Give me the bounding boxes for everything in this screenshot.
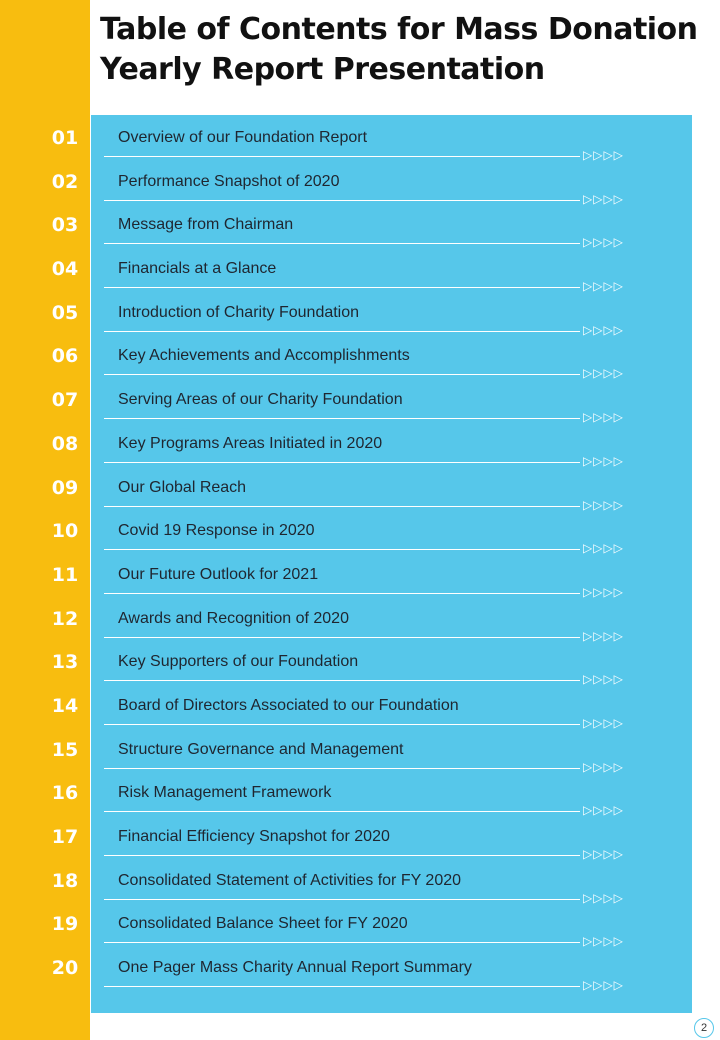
toc-item[interactable] [0,250,720,294]
toc-item[interactable] [0,862,720,906]
toc-item-number: 09 [51,476,79,499]
toc-item-label: Our Global Reach [118,478,247,496]
toc-item-divider [104,200,580,201]
toc-item-label: Financial Efficiency Snapshot for 2020 [118,828,390,845]
toc-item[interactable] [0,643,720,687]
toc-item-divider [104,768,580,769]
toc-item-label: Board of Directors Associated to our Foundation [118,696,459,714]
arrow-icon: ▷▷▷▷ [583,148,624,162]
toc-item[interactable] [0,731,720,775]
toc-item-number: 02 [51,170,79,193]
toc-item-number: 12 [51,607,79,630]
arrow-icon: ▷▷▷▷ [583,541,624,556]
toc-item[interactable] [0,206,720,250]
toc-list [0,119,720,993]
arrow-icon: ▷▷▷▷ [583,934,624,949]
arrow-icon: ▷▷▷▷ [583,978,624,993]
toc-item[interactable] [0,774,720,818]
arrow-icon: ▷▷▷▷ [583,279,624,294]
toc-item-divider [104,462,580,463]
toc-item-number: 07 [51,389,79,412]
toc-item-number: 15 [51,738,79,761]
toc-item-divider [104,549,580,550]
toc-item-number: 08 [51,432,79,455]
arrow-icon: ▷▷▷▷ [583,322,624,337]
toc-item-label: Key Supporters of our Foundation [118,653,359,671]
toc-item-number: 19 [51,913,79,936]
arrow-icon: ▷▷▷▷ [583,847,624,861]
toc-item[interactable] [0,119,720,163]
toc-item-label: Risk Management Framework [118,784,332,802]
toc-item-number: 16 [51,782,79,805]
page-number: 2 [694,1018,714,1038]
toc-item-number: 05 [51,301,79,324]
toc-item[interactable] [0,949,720,993]
toc-item-label: Awards and Recognition of 2020 [118,609,349,627]
toc-item-number: 17 [51,826,79,848]
toc-item-divider [104,331,580,332]
toc-item[interactable] [0,905,720,949]
toc-item-divider [104,680,580,681]
toc-item-label: Structure Governance and Management [118,740,404,758]
toc-item-number: 01 [51,127,79,149]
toc-item-divider [104,374,580,375]
toc-item-label: One Pager Mass Charity Annual Report Summary [118,959,472,977]
toc-item-number: 04 [51,258,79,281]
toc-item-label: Message from Chairman [118,216,294,234]
toc-item-label: Overview of our Foundation Report [118,129,368,146]
arrow-icon: ▷▷▷▷ [583,584,624,599]
arrow-icon: ▷▷▷▷ [583,191,624,206]
toc-item-divider [104,506,580,507]
toc-item-number: 06 [51,345,79,368]
arrow-icon: ▷▷▷▷ [583,410,624,425]
toc-item[interactable] [0,294,720,338]
arrow-icon: ▷▷▷▷ [583,890,624,905]
toc-item-divider [104,899,580,900]
toc-item-divider [104,986,580,987]
toc-item[interactable] [0,600,720,644]
toc-item-divider [104,855,580,856]
toc-item[interactable] [0,381,720,425]
arrow-icon: ▷▷▷▷ [583,715,624,730]
toc-item-divider [104,243,580,244]
arrow-icon: ▷▷▷▷ [583,453,624,468]
toc-item[interactable] [0,337,720,381]
toc-item-divider [104,287,580,288]
toc-item-label: Consolidated Balance Sheet for FY 2020 [118,915,408,933]
toc-item-divider [104,637,580,638]
toc-item-divider [104,593,580,594]
toc-item-label: Covid 19 Response in 2020 [118,522,315,540]
toc-item[interactable] [0,163,720,207]
toc-item-divider [104,418,580,419]
toc-item-number: 11 [51,563,79,586]
toc-item[interactable] [0,469,720,513]
toc-item-label: Performance Snapshot of 2020 [118,172,340,190]
toc-item-number: 14 [51,694,79,717]
arrow-icon: ▷▷▷▷ [583,235,624,250]
arrow-icon: ▷▷▷▷ [583,366,624,381]
toc-item-divider [104,156,580,157]
toc-item-divider [104,811,580,812]
toc-item[interactable] [0,556,720,600]
toc-item[interactable] [0,512,720,556]
toc-item-label: Serving Areas of our Charity Foundation [118,391,403,409]
toc-item-label: Consolidated Statement of Activities for FY 2020 [118,871,462,889]
toc-item-label: Our Future Outlook for 2021 [118,565,319,583]
toc-item-number: 03 [51,214,79,237]
toc-item-label: Key Programs Areas Initiated in 2020 [118,434,383,452]
toc-item[interactable] [0,425,720,469]
arrow-icon: ▷▷▷▷ [583,497,624,512]
toc-item-divider [104,942,580,943]
arrow-icon: ▷▷▷▷ [583,628,624,643]
toc-item-number: 13 [51,651,79,674]
toc-item-label: Financials at a Glance [118,260,277,278]
toc-item-number: 18 [51,869,79,892]
toc-item-label: Introduction of Charity Foundation [118,303,360,321]
page-title: Table of Contents for Mass Donation Yearly Report Presentation [100,12,698,87]
toc-item[interactable] [0,818,720,862]
toc-item-number: 20 [51,957,79,980]
arrow-icon: ▷▷▷▷ [583,672,624,687]
toc-item-number: 10 [51,520,79,543]
arrow-icon: ▷▷▷▷ [583,759,624,774]
arrow-icon: ▷▷▷▷ [583,803,624,818]
toc-item-label: Key Achievements and Accomplishments [118,347,410,365]
toc-item[interactable] [0,687,720,731]
toc-item-divider [104,724,580,725]
